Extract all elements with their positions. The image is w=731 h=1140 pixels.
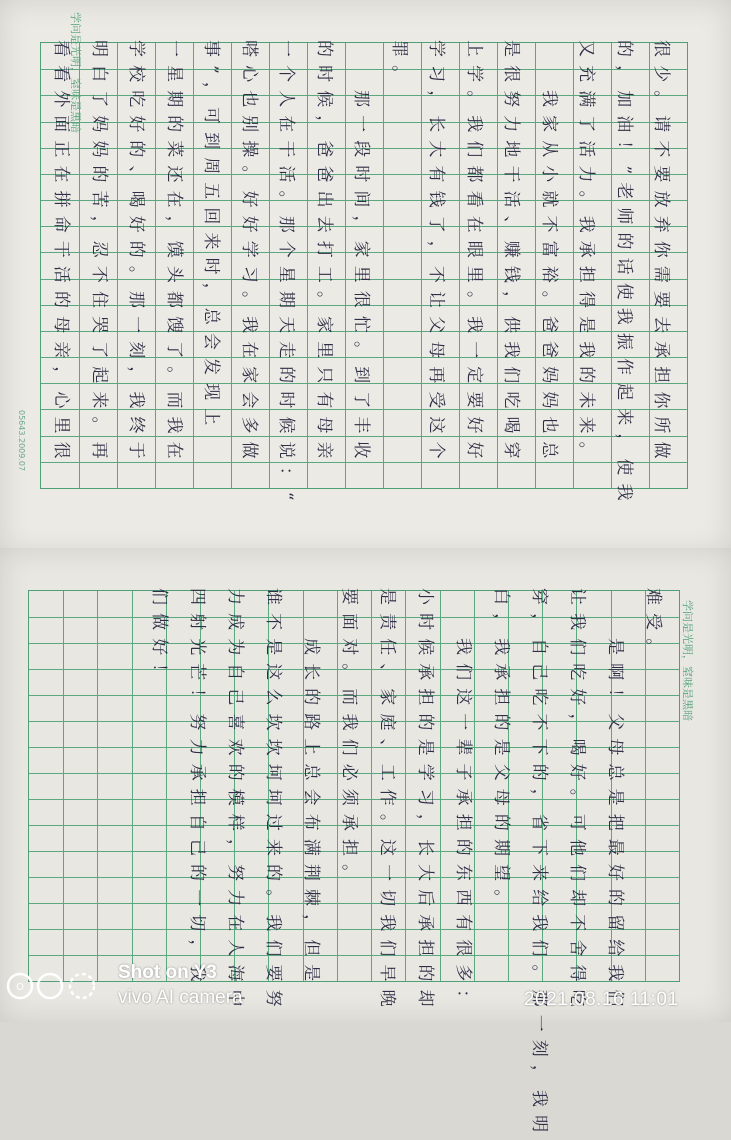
handwritten-line: 一星期的菜还在，馍头都馊了。而我在: [163, 40, 184, 467]
grid-column-line: [307, 43, 308, 488]
handwritten-line: 是很努力地干活、赚钱，供我们吃喝穿: [501, 40, 521, 467]
grid-column-line: [193, 43, 194, 488]
handwritten-line: 又充满了活力。我承担得是我的未来。: [576, 40, 596, 467]
handwritten-line: 的，加油！”老师的话使我振作起来，使我: [613, 40, 634, 509]
watermark-shot-on: Shot on Y3: [118, 962, 217, 983]
handwritten-line: 谁不是这么坎坎坷坷过来的。我们要努: [263, 588, 283, 1015]
handwritten-line: 的时候，爸爸出去打工。家里只有母亲: [313, 40, 334, 467]
notebook-page-top: [0, 0, 731, 555]
page-top-code: 05643.2009.07: [17, 410, 26, 472]
grid-column-line: [155, 43, 156, 488]
grid-column-line: [117, 43, 118, 488]
handwritten-line: 明白了妈妈的苦，忍不住哭了起来。再: [88, 40, 109, 467]
handwritten-line: 那一段时间，家里很忙。到了丰收: [351, 90, 371, 467]
handwritten-line: 小时候承担的是学习，长大后承担的却: [415, 588, 435, 1015]
grid-column-line: [132, 591, 133, 981]
handwritten-line: 一个人在干活。那个星期天走的时候说：“: [276, 40, 296, 509]
handwritten-line: 学习，长大有钱了，不让父母再受这个: [426, 40, 446, 467]
grid-column-line: [337, 591, 338, 981]
vivo-logo-icon: [6, 966, 110, 1006]
grid-column-line: [421, 43, 422, 488]
handwritten-line: 事”，可到周五回来时，总会发现上: [201, 40, 221, 434]
handwritten-line: 难受。: [643, 588, 663, 664]
handwritten-line: 罪。: [388, 40, 409, 91]
handwritten-line: 上学。我们都看在眼里。我一定要好好: [463, 40, 484, 467]
handwritten-line: 让我们吃好，喝好。可他们却不舍得吃: [567, 588, 587, 1015]
grid-column-line: [231, 43, 232, 488]
handwritten-line: 我们这一辈子承担的东西有很多：: [453, 638, 473, 1015]
page-top-header: 学问是光明，窒味是黑暗: [69, 12, 82, 133]
grid-column-line: [573, 43, 574, 488]
handwritten-line: 学校吃好的、喝好的。那一刻，我终于: [126, 40, 146, 467]
grid-column-line: [269, 43, 270, 488]
grid-column-line: [345, 43, 346, 488]
handwritten-line: 嗒心也别操。好好学习。我在家会多做: [238, 40, 259, 467]
handwritten-line: 是啊！父母总是把最好的留给我们: [605, 638, 625, 1015]
grid-column-line: [405, 591, 406, 981]
handwritten-line: 力成为自己喜欢的模样，努力在人海中: [225, 588, 245, 1015]
grid-column-line: [63, 591, 64, 981]
handwritten-line: 穿，自己吃不下的，省下来给我们。那一刻，我明: [529, 588, 549, 1140]
handwritten-line: 成长的路上总会布满荆棘，但是: [301, 638, 321, 990]
handwritten-line: 要面对。而我们必须承担。: [339, 588, 359, 890]
handwritten-line: 是责任、家庭、工作。这一切我们早晚: [377, 588, 397, 1015]
grid-column-line: [649, 43, 650, 488]
grid-column-line: [383, 43, 384, 488]
svg-text:O: O: [16, 982, 24, 993]
grid-column-line: [371, 591, 372, 981]
handwritten-line: 我家从小就不富裕。爸爸妈妈也总: [538, 90, 559, 467]
watermark-timestamp: 2021.08.16 11:01: [524, 989, 679, 1010]
handwritten-line: 们做好！: [149, 588, 169, 689]
page-bottom-header: 学问是光明，窒味是黑暗: [681, 600, 694, 721]
watermark-camera: vivo AI camera: [118, 987, 243, 1008]
grid-column-line: [535, 43, 536, 488]
handwritten-line: 四射光芒！努力承担自己的一切，我: [187, 588, 207, 990]
grid-column-line: [497, 43, 498, 488]
handwritten-line: 很少。请不要放弃你需要去承担你所做: [651, 40, 671, 467]
grid-column-line: [459, 43, 460, 488]
handwritten-line: 看看外面正在拼命干活的母亲，心里很: [51, 40, 71, 467]
grid-column-line: [611, 43, 612, 488]
grid-column-line: [97, 591, 98, 981]
handwritten-line: 白，我承担的是父母的期望。: [491, 588, 511, 915]
